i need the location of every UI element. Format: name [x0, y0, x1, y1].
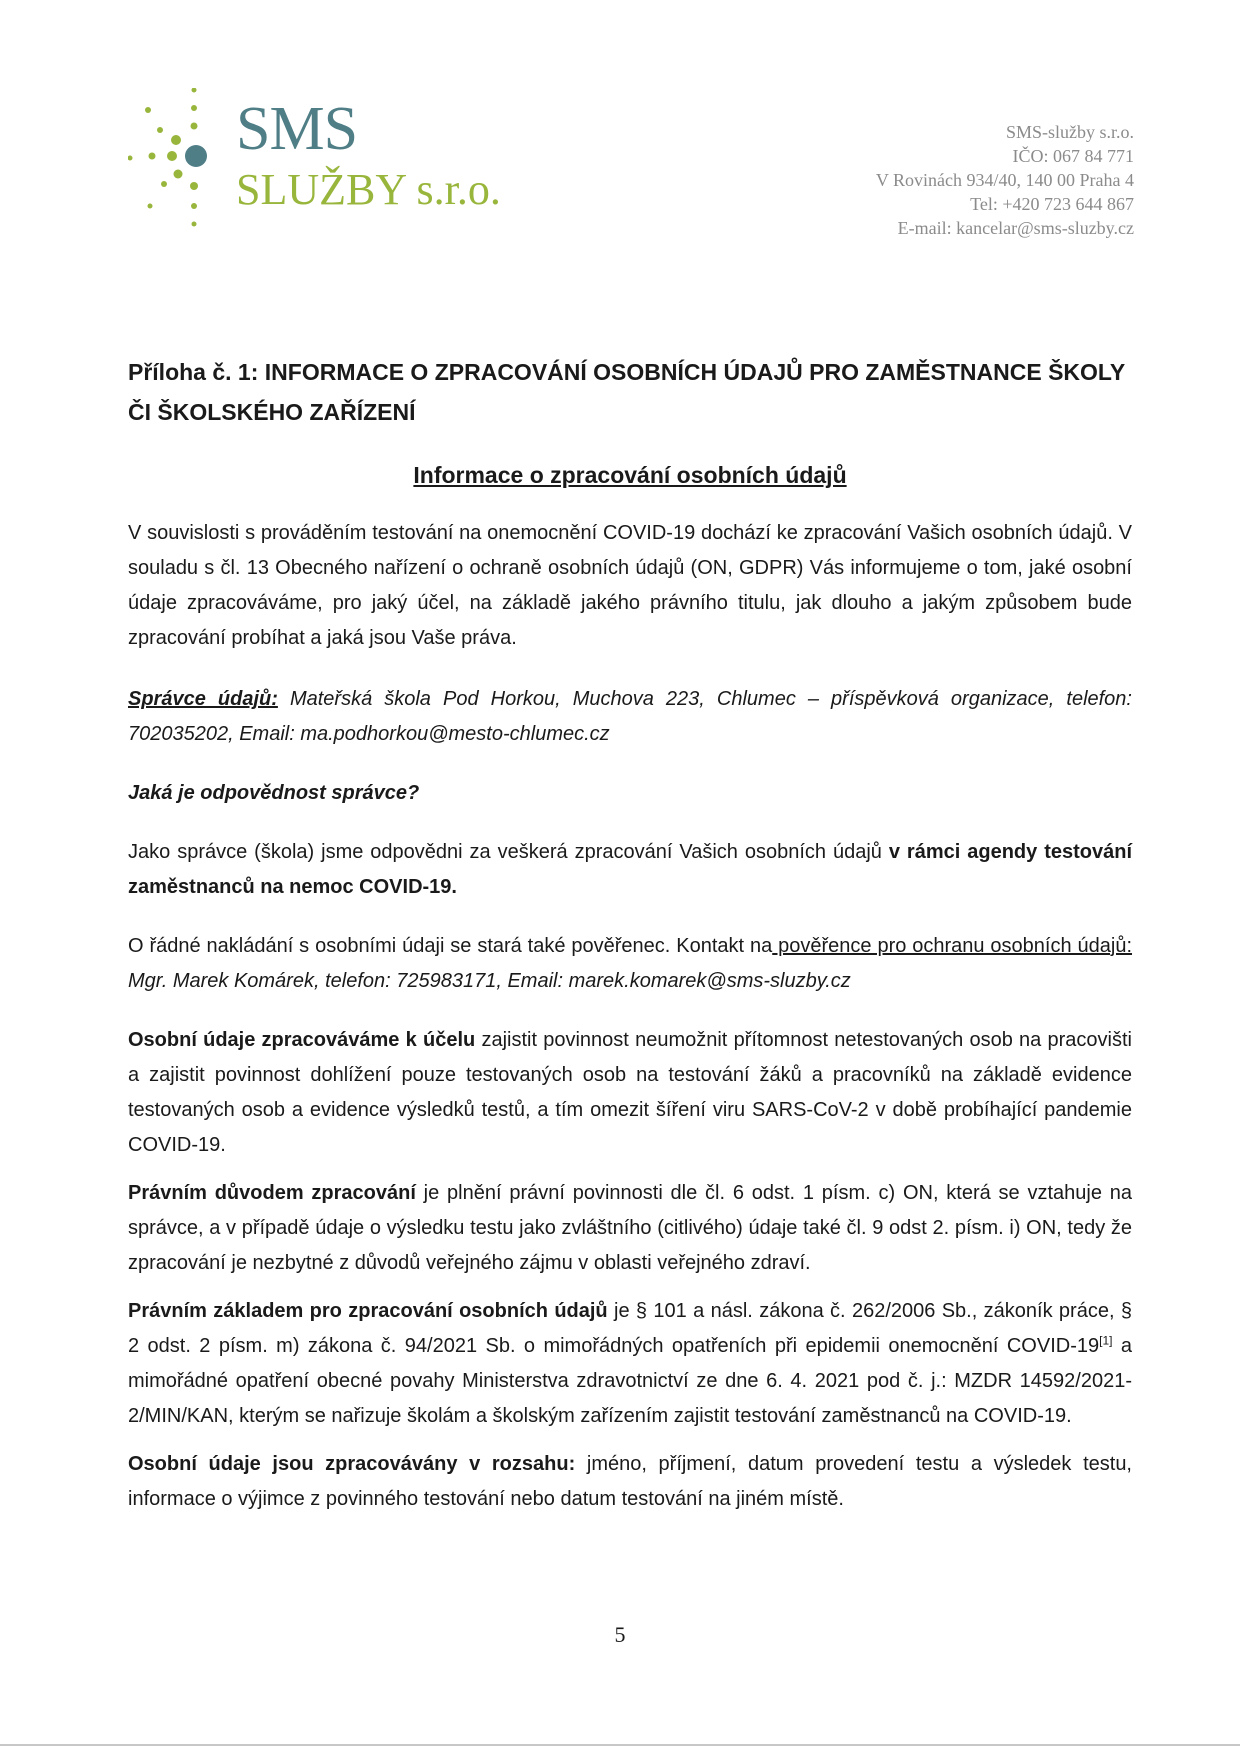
bottom-divider [0, 1744, 1240, 1746]
legal-basis-bold: Právním základem pro zpracování osobních údajů [128, 1300, 608, 1322]
legal-basis-text-b: a mimořádné opatření obecné povahy Ministerstva zdravotnictví ze dne 6. 4. 2021 pod č. j.: MZDR 14592/2021-2/MIN/KAN, kterým se nařizuje školám a školským zařízením zajistit testování zaměstnanců na COVID-19. [128, 1335, 1132, 1427]
logo-dots-icon [128, 88, 238, 268]
company-contact-block [714, 120, 1134, 240]
legal-reason-bold: Právním důvodem zpracování [128, 1182, 416, 1204]
company-email: E-mail: kancelar@sms-sluzby.cz [897, 218, 1134, 238]
responsibility-bold: v rámci agendy testování zaměstnanců na nemoc COVID-19. [128, 841, 1133, 898]
document-body [128, 352, 1132, 1517]
legal-reason-text: je plnění právní povinnosti dle čl. 6 odst. 1 písm. c) ON, která se vztahuje na správce, a v případě údaje o výsledku testu jako zvláštního (citlivého) údaje také čl. 9 odst 2. písm. i) ON, tedy že zpracování je nezbytné z důvodů veřejného zájmu v oblasti veřejného zdraví. [128, 1182, 1132, 1274]
section-heading-text: Informace o zpracování osobních údajů [413, 462, 847, 488]
controller-label: Správce údajů: [128, 688, 278, 710]
scope-bold: Osobní údaje jsou zpracovávány v rozsahu: [128, 1453, 576, 1475]
controller-details: Mateřská škola Pod Horkou, Muchova 223, Chlumec – příspěvková organizace, telefon: 702035202, Email: ma.podhorkou@mesto-chlumec.cz [128, 688, 1132, 745]
annex-title: Příloha č. 1: INFORMACE O ZPRACOVÁNÍ OSOBNÍCH ÚDAJŮ PRO ZAMĚSTNANCE ŠKOLY ČI ŠKOLSKÉHO ZAŘÍZENÍ [128, 359, 1125, 425]
legal-basis-text-a: je § 101 a násl. zákona č. 262/2006 Sb., zákoník práce, § 2 odst. 2 písm. m) zákona č. 94/2021 Sb. o mimořádných opatřeních při epidemii onemocnění COVID-19 [128, 1300, 1132, 1357]
footnote-reference[interactable]: [1] [1099, 1333, 1113, 1348]
scope-paragraph [128, 1447, 1132, 1517]
purpose-bold: Osobní údaje zpracováváme k účelu [128, 1029, 476, 1051]
page-number: 5 [614, 1622, 626, 1647]
scope-text: jméno, příjmení, datum provedení testu a výsledek testu, informace o výjimce z povinného testování nebo datum testování na jiném místě. [128, 1453, 1132, 1510]
legal-basis-paragraph [128, 1294, 1132, 1434]
responsibility-text: Jako správce (škola) jsme odpovědni za veškerá zpracování Vašich osobních údajů [128, 841, 889, 863]
dpo-label: pověřence pro ochranu osobních údajů: [772, 935, 1133, 957]
intro-paragraph: V souvislosti s prováděním testování na onemocnění COVID-19 dochází ke zpracování Vašich osobních údajů. V souladu s čl. 13 Obecného nařízení o ochraně osobních údajů (ON, GDPR) Vás informujeme o tom, jaké osobní údaje zpracováváme, pro jaký účel, na základě jakého právního titulu, jak dlouho a jakým způsobem bude zpracování probíhat a jaká jsou Vaše práva. [128, 522, 1132, 649]
purpose-paragraph [128, 1023, 1132, 1163]
logo-wordmark-sluzby: SLUŽBY s.r.o. [236, 165, 501, 214]
company-logo [128, 88, 548, 268]
company-phone: Tel: +420 723 644 867 [970, 194, 1134, 214]
company-ico: IČO: 067 84 771 [1012, 146, 1134, 166]
dpo-contact: Mgr. Marek Komárek, telefon: 725983171, Email: marek.komarek@sms-sluzby.cz [128, 970, 851, 992]
purpose-text: zajistit povinnost neumožnit přítomnost netestovaných osob na pracovišti a zajistit povinnost dohlížení pouze testovaných osob na testování žáků a pracovníků na základě evidence testovaných osob a evidence výsledků testů, a tím omezit šíření viru SARS-CoV-2 v době probíhající pandemie COVID-19. [128, 1029, 1132, 1156]
controller-paragraph [128, 682, 1132, 752]
legal-reason-paragraph [128, 1176, 1132, 1281]
company-address: V Rovinách 934/40, 140 00 Praha 4 [875, 170, 1134, 190]
dpo-paragraph [128, 929, 1132, 999]
company-name: SMS-služby s.r.o. [1005, 122, 1134, 142]
dpo-text: O řádné nakládání s osobními údaji se stará také pověřenec. Kontakt na [128, 935, 773, 957]
section-heading [128, 460, 1132, 490]
responsibility-paragraph [128, 835, 1132, 905]
responsibility-question: Jaká je odpovědnost správce? [128, 782, 420, 804]
logo-wordmark-sms: SMS [236, 95, 358, 163]
